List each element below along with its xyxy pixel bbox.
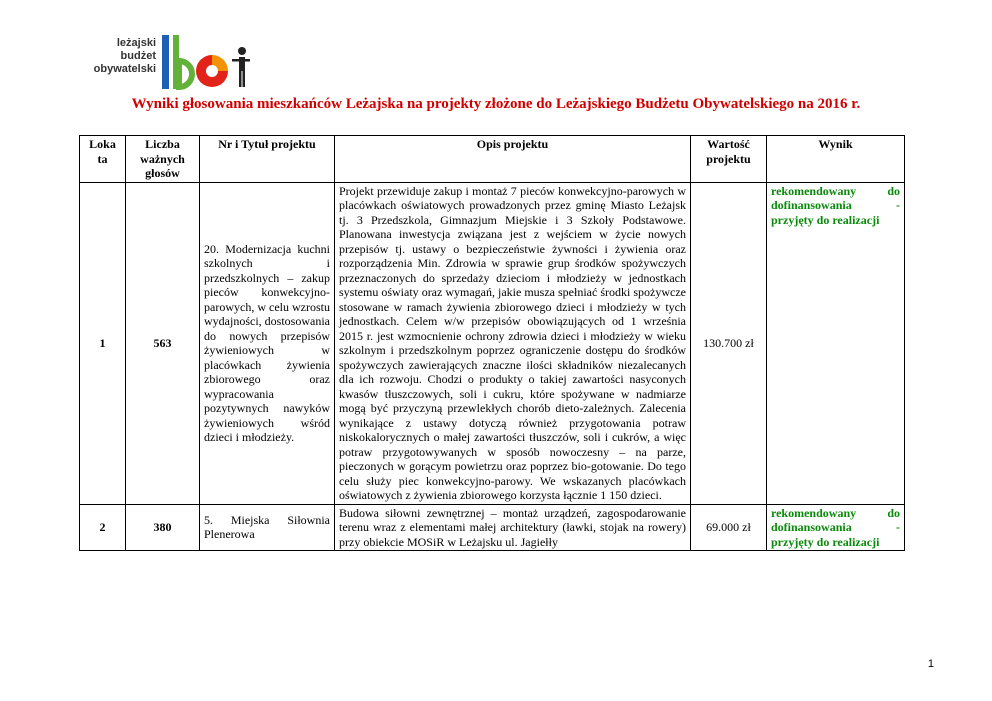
header-result: Wynik xyxy=(767,136,905,183)
header-lokata: Loka ta xyxy=(80,136,126,183)
cell-value: 69.000 zł xyxy=(691,504,767,551)
header-description: Opis projektu xyxy=(335,136,691,183)
cell-result: rekomendowany do dofinansowania - przyjęty do realizacji xyxy=(767,182,905,504)
logo-mark-icon xyxy=(160,33,252,95)
cell-value: 130.700 zł xyxy=(691,182,767,504)
logo-line-2: budżet xyxy=(120,50,156,62)
header-value: Wartość projektu xyxy=(691,136,767,183)
page-title: Wyniki głosowania mieszkańców Leżajska na projekty złożone do Leżajskiego Budżetu Obywatelskiego na 2016 r. xyxy=(131,96,861,112)
logo-text xyxy=(82,37,156,76)
logo-line-3: obywatelski xyxy=(93,63,156,75)
header-project: Nr i Tytuł projektu xyxy=(200,136,335,183)
header-votes: Liczba ważnych głosów xyxy=(126,136,200,183)
logo-line-1: leżajski xyxy=(116,37,156,49)
cell-project: 5. Miejska Siłownia Plenerowa xyxy=(200,504,335,551)
page-number: 1 xyxy=(927,658,934,670)
cell-description: Projekt przewiduje zakup i montaż 7 pieców konwekcyjno-parowych w placówkach oświatowych prowadzonych przez gminę Miasto Leżajsk tj. 3 Przedszkola, Gimnazjum Miejskie i 3 Szkoły Podstawowe. Planowana inwestycja związana jest z wejściem w życie nowych przepisów tj. ustawy o bezpieczeństwie żywności i żywienia oraz rozporządzenia Min. Zdrowia w sprawie grup środków spożywczych przeznaczonych do sprzedaży dzieciom i młodzieży w jednostkach systemu oświaty oraz wymagań, jakie musza spełniać środki spożywcze stosowane w ramach żywienia zbiorowego dzieci i młodzieży w tych jednostkach. Celem w/w przepisów obowiązujących od 1 września 2015 r. jest wzmocnienie ochrony zdrowia dzieci i młodzieży w wieku szkolnym i przedszkolnym poprzez ograniczenie dostępu do środków spożywczych zawierających znaczne ilości składników niezalecanych dla ich rozwoju. Chodzi o produkty o takiej zawartości nasyconych kwasów tłuszczowych, soli i cukru, które spożywane w nadmiarze mogą być przyczyną przewlekłych chorób dieto-zależnych. Zalecenia wynikające z ustawy dotyczą również przygotowania potraw niskokalorycznych o małej zawartości tłuszczów, soli i cukrów, a więc potraw przygotowywanych w sposób nowoczesny – na parze, pieczonych w gorącym powietrzu oraz poprzez bio-gotowanie. Do tego celu służy piec konwekcyjno-parowy. We wskazanych placówkach oświatowych z żywienia zbiorowego korzysta łącznie 1 150 dzieci. xyxy=(335,182,691,504)
cell-votes: 380 xyxy=(126,504,200,551)
results-table xyxy=(79,135,905,551)
cell-description: Budowa siłowni zewnętrznej – montaż urządzeń, zagospodarowanie terenu wraz z elementami małej architektury (ławki, stojak na rowery) przy obiekcie MOSiR w Leżajsku ul. Jagiełły xyxy=(335,504,691,551)
logo xyxy=(82,33,252,95)
table-row xyxy=(80,504,905,551)
cell-votes: 563 xyxy=(126,182,200,504)
table-header-row xyxy=(80,136,905,183)
cell-lokata: 1 xyxy=(80,182,126,504)
cell-project: 20. Modernizacja kuchni szkolnych i przedszkolnych – zakup pieców konwekcyjno-parowych, w celu wzrostu wydajności, dostosowania do nowych przepisów żywieniowych w placówkach żywienia zbiorowego oraz wypracowania pozytywnych nawyków żywieniowych wśród dzieci i młodzieży. xyxy=(200,182,335,504)
cell-lokata: 2 xyxy=(80,504,126,551)
table-row xyxy=(80,182,905,504)
cell-result: rekomendowany do dofinansowania - przyjęty do realizacji xyxy=(767,504,905,551)
